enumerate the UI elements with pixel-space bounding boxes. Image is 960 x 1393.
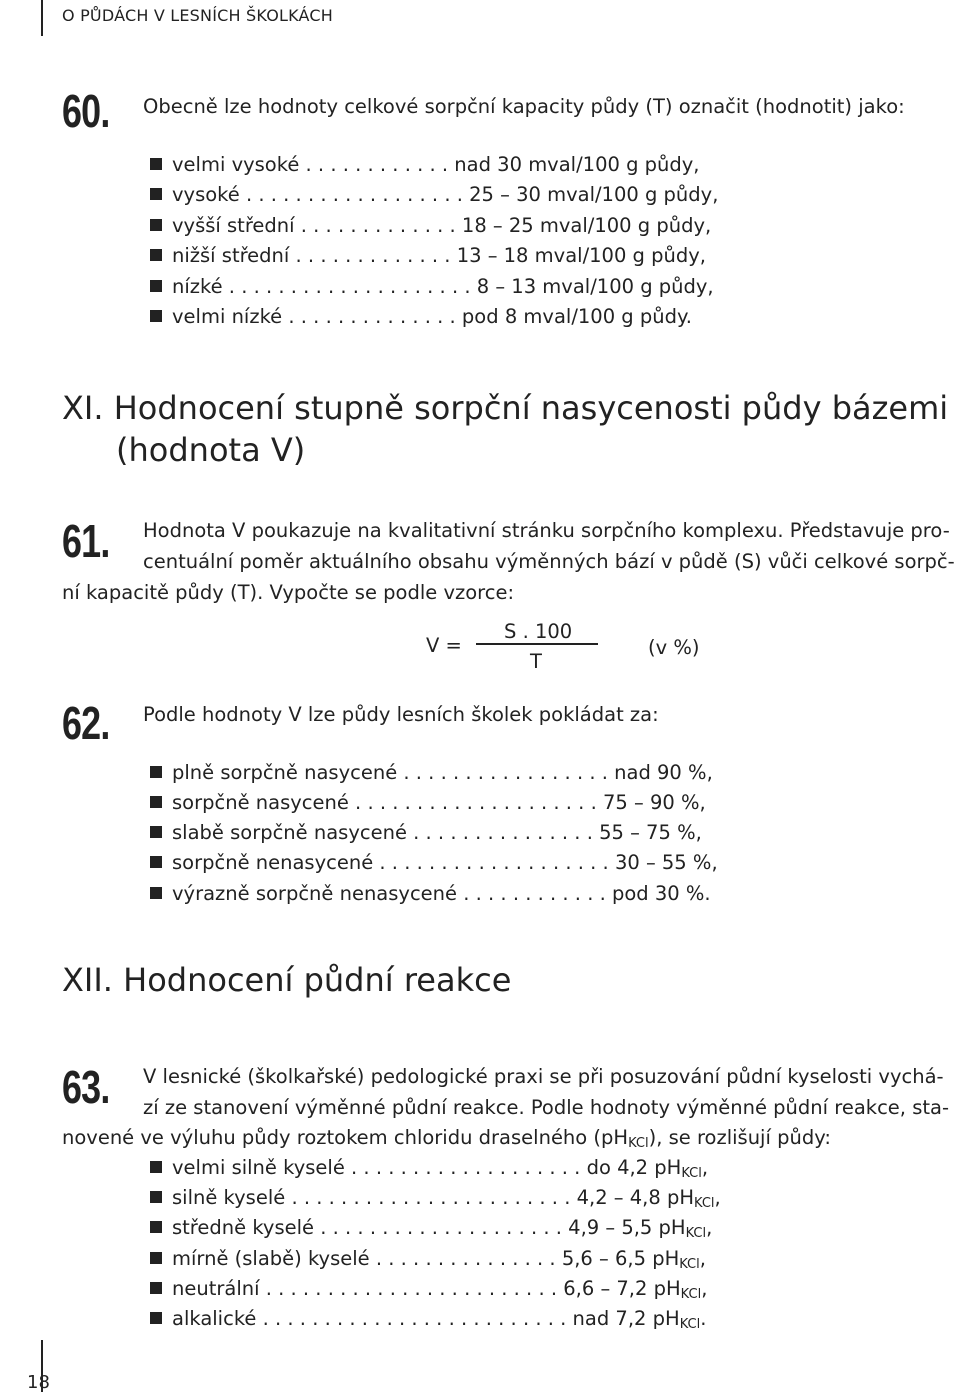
section-heading-11-line1: XI. Hodnocení stupně sorpční nasycenosti půdy bázemi	[62, 389, 949, 427]
formula-unit: (v %)	[648, 636, 700, 659]
bullet-square-icon	[150, 856, 162, 868]
list-item: plně sorpčně nasycené . . . . . . . . . . . . . . . . . nad 90 %,	[150, 758, 713, 788]
list-item: alkalické . . . . . . . . . . . . . . . . . . . . . . . . . nad 7,2 $pH_{KCl}$.	[150, 1304, 706, 1340]
q62-intro: Podle hodnoty V lze půdy lesních školek pokládat za:	[143, 703, 659, 726]
list-item: středně kyselé . . . . . . . . . . . . . . . . . . . . 4,9 – 5,5 $pH_{KCl}$,	[150, 1213, 712, 1249]
question-number-62: 62.	[62, 697, 110, 749]
kcl-subscript: KCl	[628, 1136, 649, 1151]
section-heading-12: XII. Hodnocení půdní reakce	[62, 961, 512, 999]
list-item: neutrální . . . . . . . . . . . . . . . . . . . . . . . . 6,6 – 7,2 $pH_{KCl}$,	[150, 1274, 707, 1310]
q63-text-line3: novené ve výluhu půdy roztokem chloridu draselného $(pH_{KCl})$, se rozlišují půdy:	[62, 1126, 831, 1151]
list-item: velmi silně kyselé . . . . . . . . . . . . . . . . . . . do 4,2 $pH_{KCl}$,	[150, 1153, 708, 1189]
bullet-square-icon	[150, 249, 162, 261]
list-item: sorpčně nenasycené . . . . . . . . . . . . . . . . . . . 30 – 55 %,	[150, 848, 718, 878]
bullet-square-icon	[150, 766, 162, 778]
list-item: nižší střední . . . . . . . . . . . . . 13 – 18 mval/100 g půdy,	[150, 241, 706, 271]
bullet-square-icon	[150, 796, 162, 808]
section-heading-11-line2: (hodnota V)	[116, 431, 306, 469]
bullet-square-icon	[150, 1282, 162, 1294]
q63-text-line2: zí ze stanovení výměnné půdní reakce. Podle hodnoty výměnné půdní reakce, sta-	[143, 1096, 949, 1119]
question-number-60: 60.	[62, 85, 110, 137]
bullet-square-icon	[150, 826, 162, 838]
bullet-square-icon	[150, 1191, 162, 1203]
list-item: sorpčně nasycené . . . . . . . . . . . . . . . . . . . . 75 – 90 %,	[150, 788, 706, 818]
bullet-square-icon	[150, 158, 162, 170]
list-item: slabě sorpčně nasycené . . . . . . . . . . . . . . . 55 – 75 %,	[150, 818, 702, 848]
q61-text-line2: centuální poměr aktuálního obsahu výměnných bází v půdě (S) vůči celkové sorpč-	[143, 550, 955, 573]
question-number-63: 63.	[62, 1061, 110, 1113]
bullet-square-icon	[150, 219, 162, 231]
list-item: nízké . . . . . . . . . . . . . . . . . . . . 8 – 13 mval/100 g půdy,	[150, 272, 714, 302]
formula-denominator: T	[530, 650, 542, 673]
bullet-square-icon	[150, 1161, 162, 1173]
fraction-bar	[476, 643, 598, 645]
list-item: mírně (slabě) kyselé . . . . . . . . . . . . . . . 5,6 – 6,5 $pH_{KCl}$,	[150, 1244, 706, 1280]
list-item: vysoké . . . . . . . . . . . . . . . . . . 25 – 30 mval/100 g půdy,	[150, 180, 718, 210]
q60-intro: Obecně lze hodnoty celkové sorpční kapacity půdy (T) označit (hodnotit) jako:	[143, 95, 905, 118]
q61-text-line3: ní kapacitě půdy (T). Vypočte se podle vzorce:	[62, 581, 515, 604]
question-number-61: 61.	[62, 515, 110, 567]
formula-numerator: S . 100	[504, 620, 573, 643]
bullet-square-icon	[150, 887, 162, 899]
bullet-square-icon	[150, 188, 162, 200]
bullet-square-icon	[150, 280, 162, 292]
bullet-square-icon	[150, 1312, 162, 1324]
list-item: velmi vysoké . . . . . . . . . . . . nad 30 mval/100 g půdy,	[150, 150, 700, 180]
formula-lhs: V =	[426, 634, 462, 657]
list-item: výrazně sorpčně nenasycené . . . . . . . . . . . . pod 30 %.	[150, 879, 711, 909]
list-item: vyšší střední . . . . . . . . . . . . . 18 – 25 mval/100 g půdy,	[150, 211, 711, 241]
q61-text-line1: Hodnota V poukazuje na kvalitativní stránku sorpčního komplexu. Představuje pro-	[143, 519, 950, 542]
q63-text-line1: V lesnické (školkařské) pedologické praxi se při posuzování půdní kyselosti vychá-	[143, 1065, 944, 1088]
running-header: O PŮDÁCH V LESNÍCH ŠKOLKÁCH	[62, 6, 333, 25]
bullet-square-icon	[150, 310, 162, 322]
bullet-square-icon	[150, 1221, 162, 1233]
list-item: silně kyselé . . . . . . . . . . . . . . . . . . . . . . . 4,2 – 4,8 $pH_{KCl}$,	[150, 1183, 721, 1219]
page-number: 18	[27, 1372, 50, 1393]
header-divider-line	[41, 0, 43, 36]
list-item: velmi nízké . . . . . . . . . . . . . . pod 8 mval/100 g půdy.	[150, 302, 692, 332]
bullet-square-icon	[150, 1252, 162, 1264]
